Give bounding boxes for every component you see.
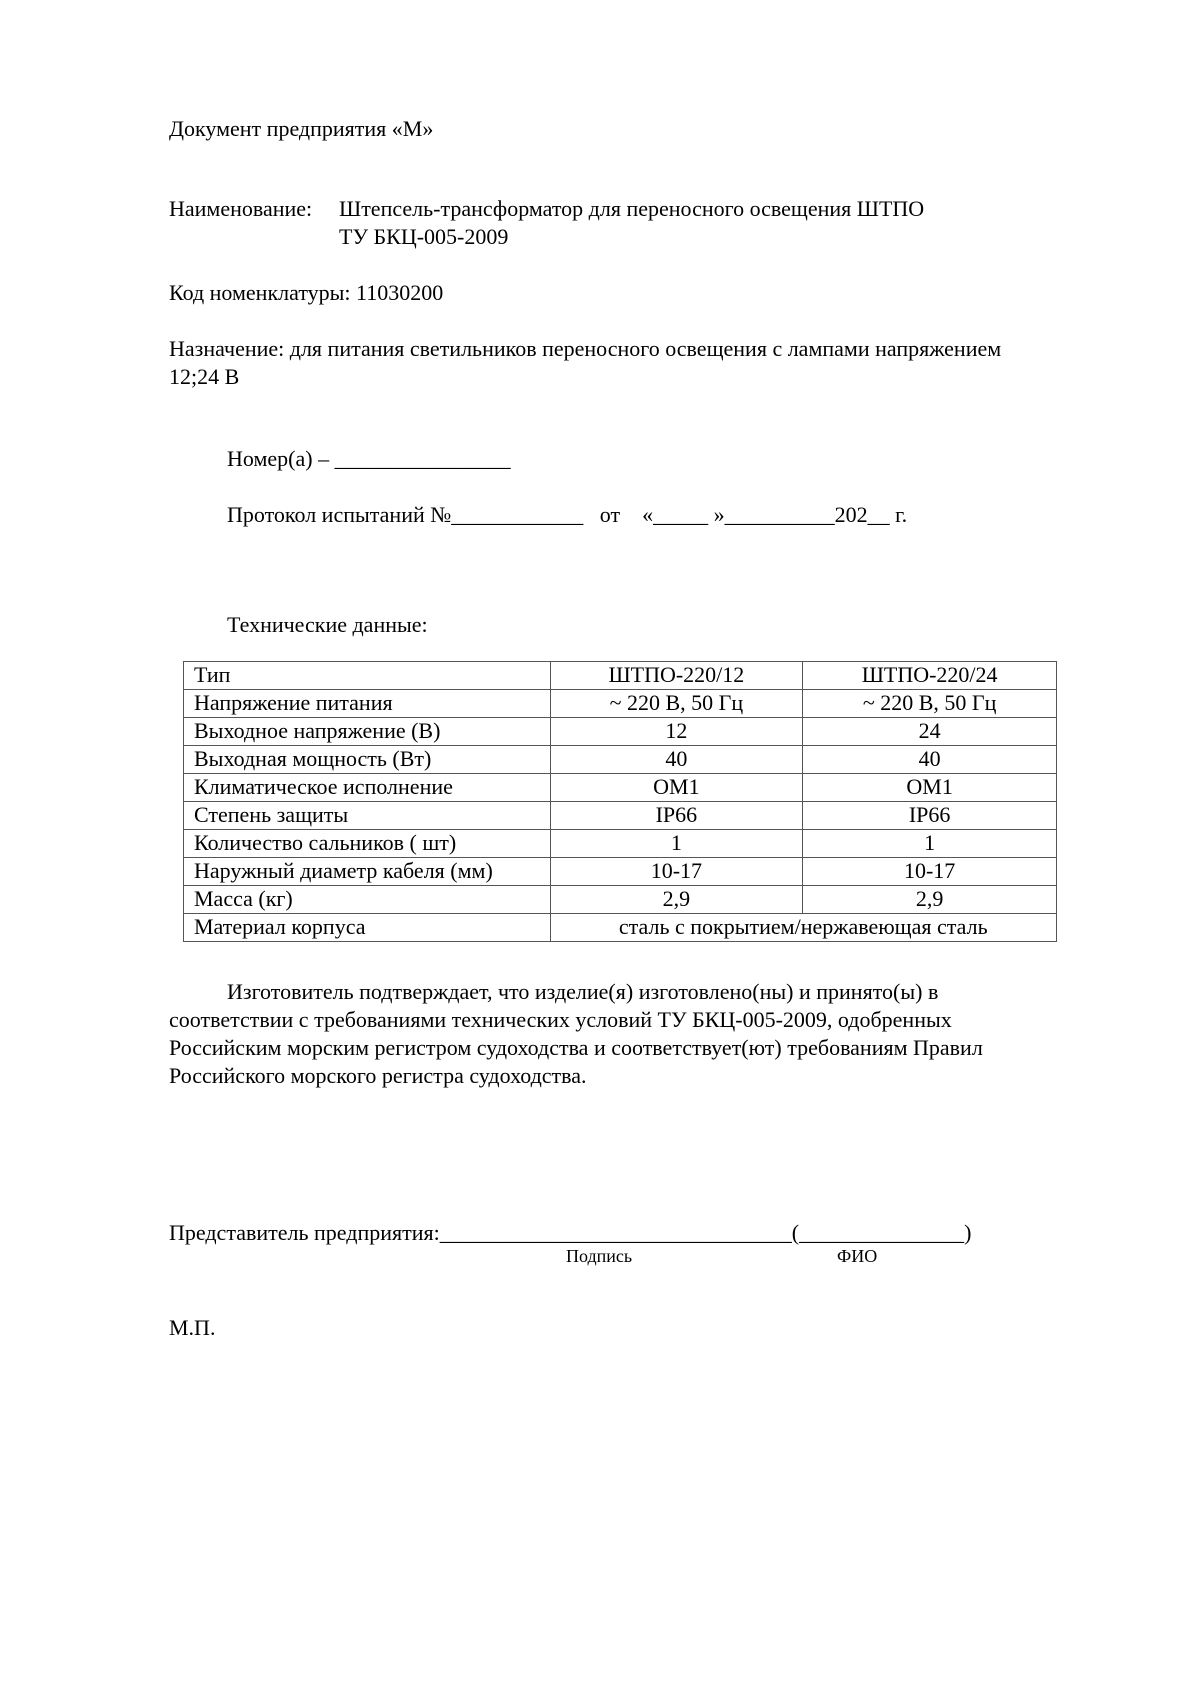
protocol-year-suffix: г. (895, 502, 908, 527)
protocol-day-open: « (642, 502, 654, 527)
naming-label: Наименование: (169, 196, 313, 221)
statement-paragraph (169, 978, 1069, 1090)
table-cell-label: Материал корпуса (184, 914, 551, 942)
protocol-year-prefix: 202 (834, 502, 868, 527)
statement-line-4: Российского морского регистра судоходства. (169, 1063, 587, 1088)
fio-close-paren: ) (964, 1220, 972, 1245)
table-cell-label: Степень защиты (184, 802, 551, 830)
table-row-material (184, 914, 1057, 942)
table-cell-value-2: ~ 220 В, 50 Гц (803, 690, 1057, 718)
table-cell-value-1: 2,9 (550, 886, 803, 914)
table-cell-value-1: IP66 (550, 802, 803, 830)
representative-label: Представитель предприятия: (169, 1220, 440, 1245)
fio-caption: ФИО (837, 1246, 878, 1266)
naming-line-2: ТУ БКЦ-005-2009 (339, 224, 509, 249)
table-cell-value-1: 40 (550, 746, 803, 774)
statement-line-2: соответствии с требованиями технических условий ТУ БКЦ-005-2009, одобренных (169, 1007, 952, 1032)
signature-caption: Подпись (566, 1246, 633, 1266)
table-cell-label: Наружный диаметр кабеля (мм) (184, 858, 551, 886)
statement-line-1: Изготовитель подтверждает, что изделие(я) изготовлено(ны) и принято(ы) в (227, 979, 939, 1004)
table-cell-label: Напряжение питания (184, 690, 551, 718)
table-row (184, 830, 1057, 858)
table-cell-value-2: 40 (803, 746, 1057, 774)
number-label: Номер(а) – (227, 446, 330, 471)
table-cell-material: сталь с покрытием/нержавеющая сталь (550, 914, 1056, 942)
tech-data-table (183, 661, 1057, 942)
table-cell-label: Выходное напряжение (В) (184, 718, 551, 746)
table-cell-label: Климатическое исполнение (184, 774, 551, 802)
protocol-month-blank: __________ (724, 502, 835, 527)
statement-line-3: Российским морским регистром судоходства и соответствует(ют) требованиям Правил (169, 1035, 983, 1060)
table-cell-value-2: ШТПО-220/24 (803, 662, 1057, 690)
table-row (184, 802, 1057, 830)
table-cell-value-2: 24 (803, 718, 1057, 746)
table-cell-value-2: IP66 (803, 802, 1057, 830)
protocol-day-close: » (713, 502, 725, 527)
table-cell-value-2: 1 (803, 830, 1057, 858)
number-row (227, 446, 511, 472)
table-row (184, 662, 1057, 690)
protocol-row (227, 502, 907, 528)
fio-blank: _______________ (799, 1220, 965, 1245)
table-cell-label: Тип (184, 662, 551, 690)
table-cell-label: Количество сальников ( шт) (184, 830, 551, 858)
number-blank: ________________ (334, 446, 511, 471)
protocol-label: Протокол испытаний № (227, 502, 452, 527)
table-cell-value-1: ОМ1 (550, 774, 803, 802)
protocol-from: от (599, 502, 621, 527)
document-header: Документ предприятия «М» (169, 116, 434, 141)
table-cell-value-2: 2,9 (803, 886, 1057, 914)
purpose-line-2: 12;24 В (169, 364, 240, 389)
table-row (184, 858, 1057, 886)
table-cell-value-1: ШТПО-220/12 (550, 662, 803, 690)
purpose-line-1: Назначение: для питания светильников переносного освещения с лампами напряжением (169, 336, 1002, 361)
signature-blank: ________________________________ (439, 1220, 792, 1245)
tech-heading: Технические данные: (227, 612, 428, 637)
table-cell-value-1: 12 (550, 718, 803, 746)
protocol-day-blank: _____ (653, 502, 709, 527)
table-row (184, 690, 1057, 718)
table-cell-label: Выходная мощность (Вт) (184, 746, 551, 774)
table-row (184, 886, 1057, 914)
nomenclature-code: Код номенклатуры: 11030200 (169, 280, 444, 305)
table-cell-label: Масса (кг) (184, 886, 551, 914)
fio-open-paren: ( (791, 1220, 800, 1245)
table-cell-value-2: ОМ1 (803, 774, 1057, 802)
naming-line-1: Штепсель-трансформатор для переносного освещения ШТПО (339, 196, 925, 221)
table-cell-value-1: 1 (550, 830, 803, 858)
representative-row (169, 1220, 971, 1246)
table-cell-value-1: 10-17 (550, 858, 803, 886)
table-row (184, 746, 1057, 774)
protocol-year-blank: __ (867, 502, 890, 527)
table-cell-value-2: 10-17 (803, 858, 1057, 886)
protocol-number-blank: ____________ (451, 502, 584, 527)
table-row (184, 774, 1057, 802)
stamp-placeholder: М.П. (169, 1315, 216, 1340)
table-row (184, 718, 1057, 746)
table-cell-value-1: ~ 220 В, 50 Гц (550, 690, 803, 718)
